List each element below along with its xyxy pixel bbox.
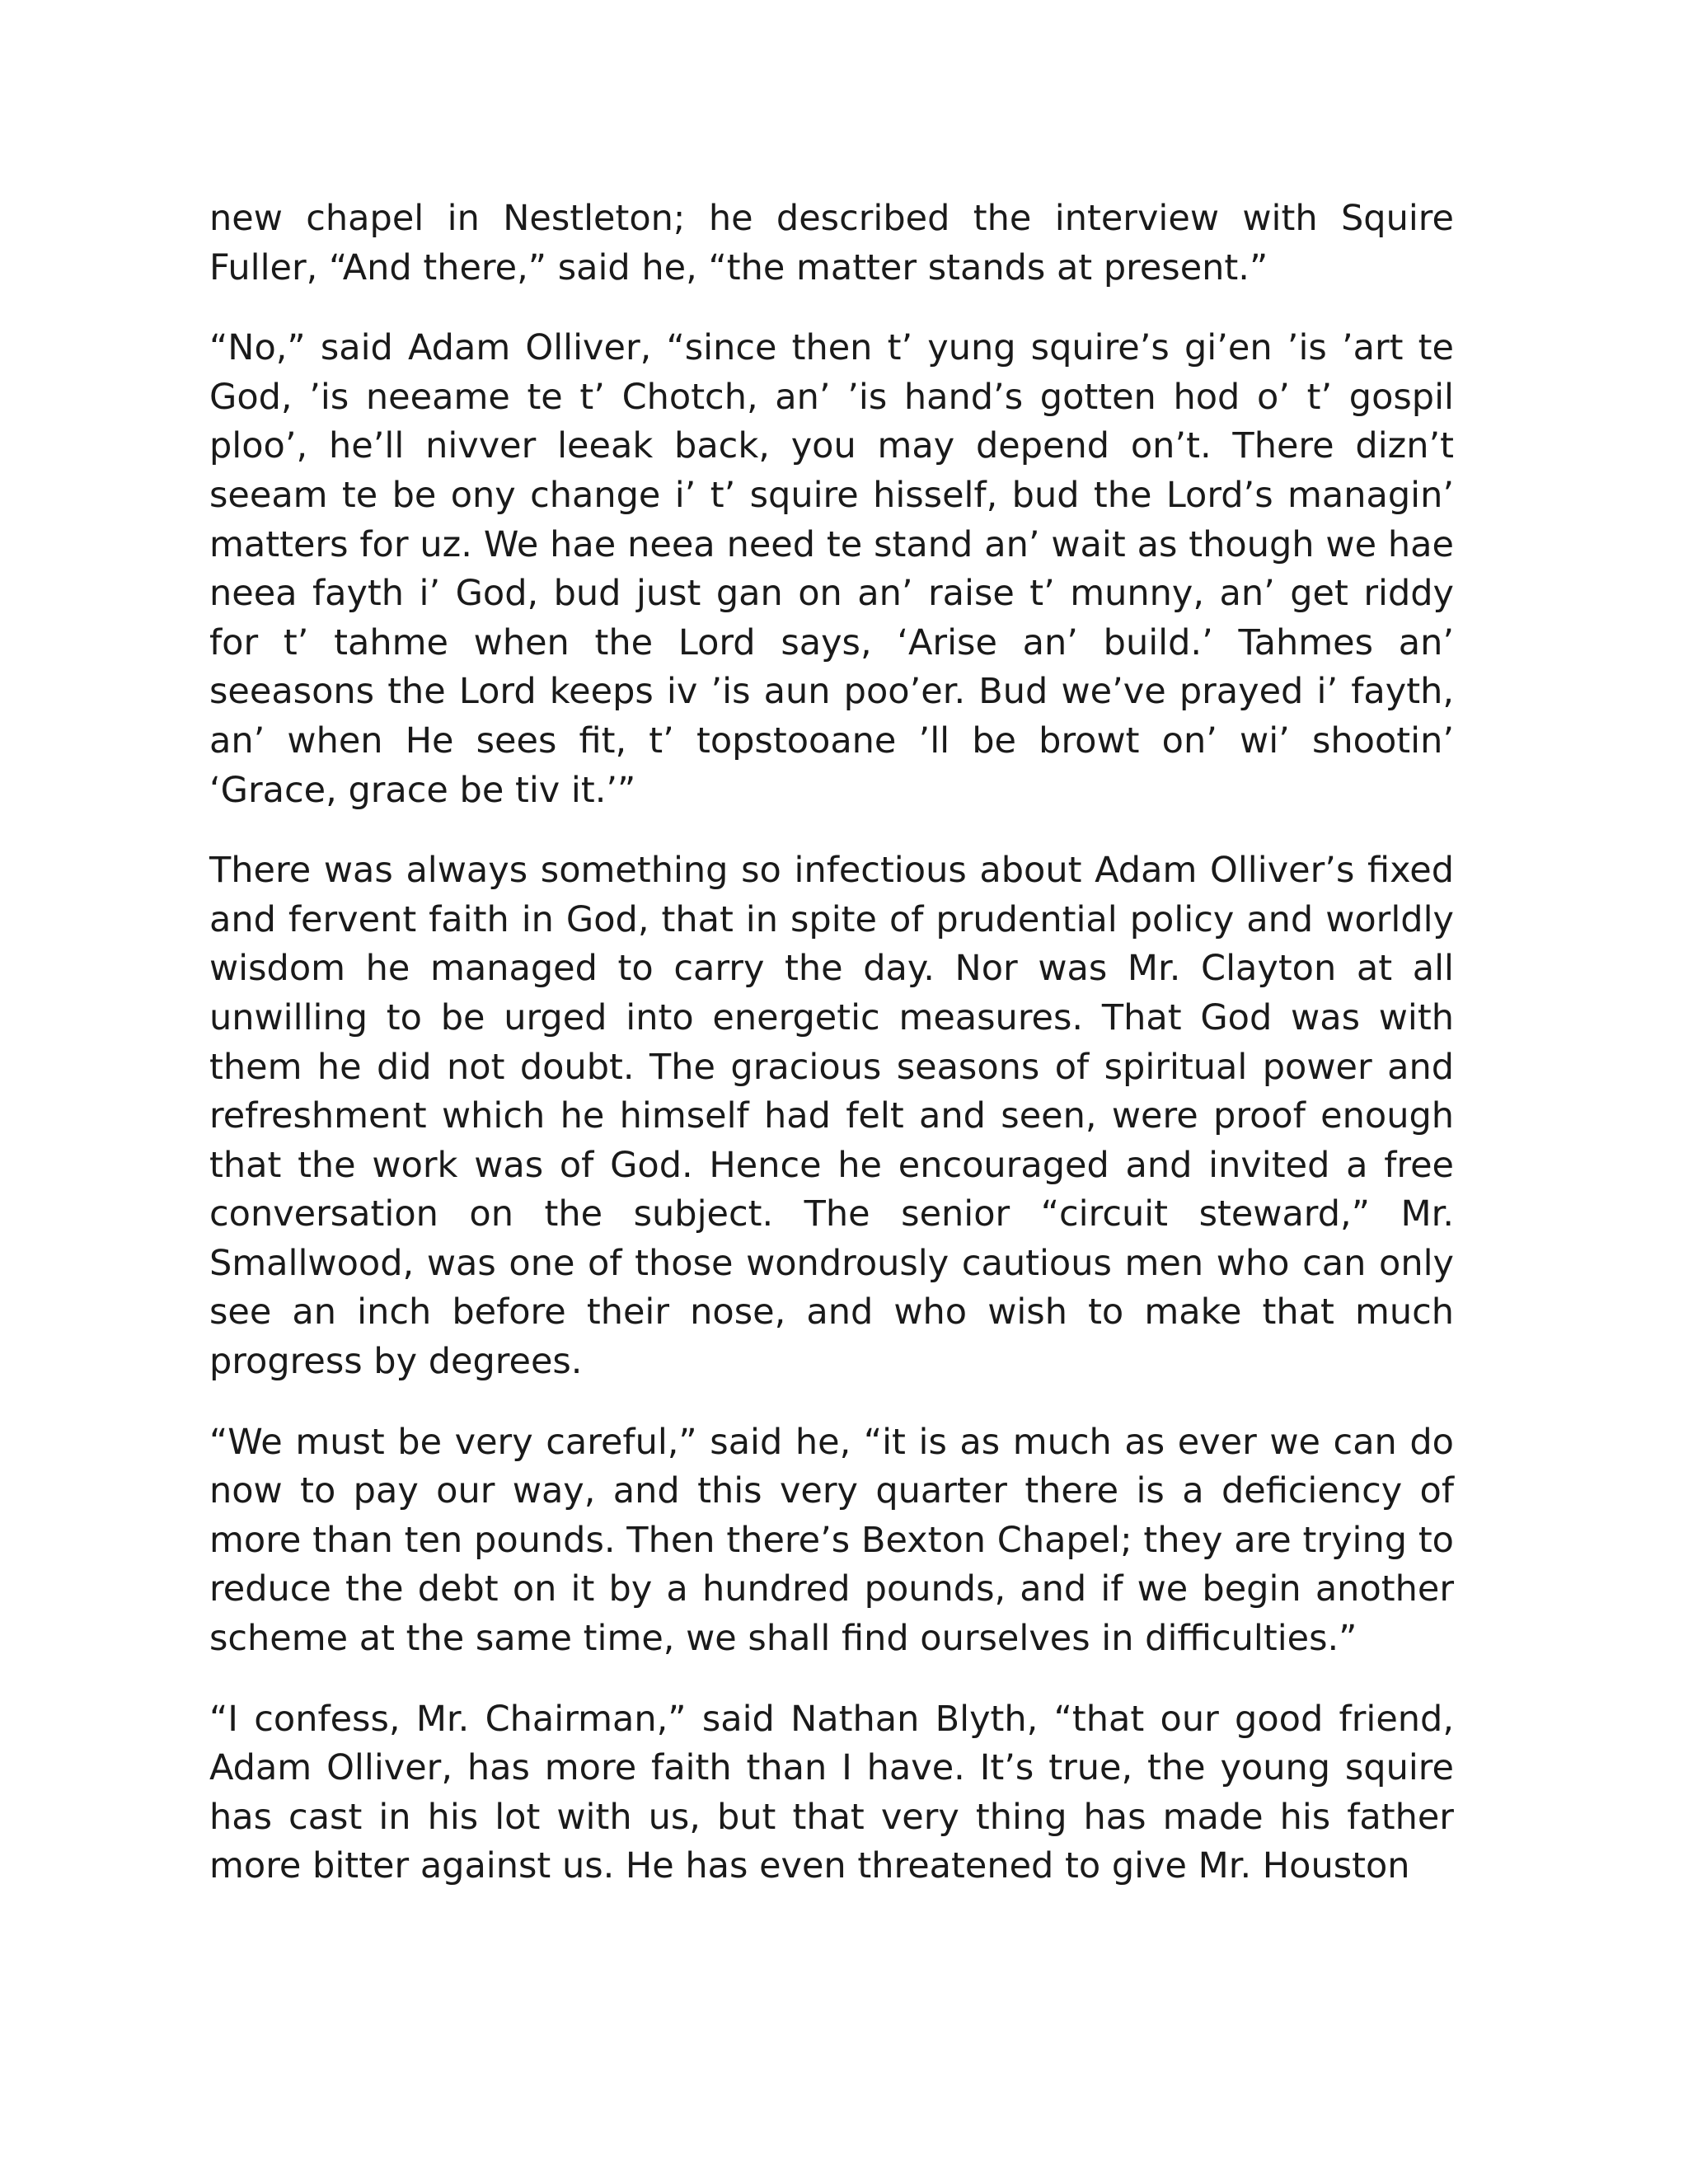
paragraph: “I confess, Mr. Chairman,” said Nathan Blyth, “that our good friend, Adam Olliver, has more faith than I have. It’s true, the young squire has cast in his lot with us, but that very thing has made his father more bitter against us. He has even threatened to give Mr. Houston [209, 1698, 1454, 1887]
page-body [209, 194, 1454, 1923]
paragraph: new chapel in Nestleton; he described the interview with Squire Fuller, “And there,” said he, “the matter stands at present.” [209, 198, 1454, 288]
paragraph: “No,” said Adam Olliver, “since then t’ yung squire’s gi’en ’is ’art te God, ’is neeame te t’ Chotch, an’ ’is hand’s gotten hod o’ t’ gospil ploo’, he’ll nivver leeak back, you may depend on’t. There dizn’t seeam te be ony change i’ t’ squire hisself, bud the Lord’s managin’ matters for uz. We hae neea need te stand an’ wait as though we hae neea fayth i’ God, bud just gan on an’ raise t’ munny, an’ get riddy for t’ tahme when the Lord says, ‘Arise an’ build.’ Tahmes an’ seeasons the Lord keeps iv ’is aun poo’er. Bud we’ve prayed i’ fayth, an’ when He sees fit, t’ topstooane ’ll be browt on’ wi’ shootin’ ‘Grace, grace be tiv it.’” [209, 327, 1454, 811]
paragraph: “We must be very careful,” said he, “it is as much as ever we can do now to pay our way, and this very quarter there is a deficiency of more than ten pounds. Then there’s Bexton Chapel; they are trying to reduce the debt on it by a hundred pounds, and if we begin another scheme at the same time, we shall find ourselves in difficulties.” [209, 1421, 1454, 1660]
paragraph: There was always something so infectious about Adam Olliver’s fixed and fervent faith in God, that in spite of prudential policy and worldly wisdom he managed to carry the day. Nor was Mr. Clayton at all unwilling to be urged into energetic measures. That God was with them he did not doubt. The gracious seasons of spiritual power and refreshment which he himself had felt and seen, were proof enough that the work was of God. Hence he encouraged and invited a free conversation on the subject. The senior “circuit steward,” Mr. Smallwood, was one of those wondrously cautious men who can only see an inch before their nose, and who wish to make that much progress by degrees. [209, 850, 1454, 1383]
